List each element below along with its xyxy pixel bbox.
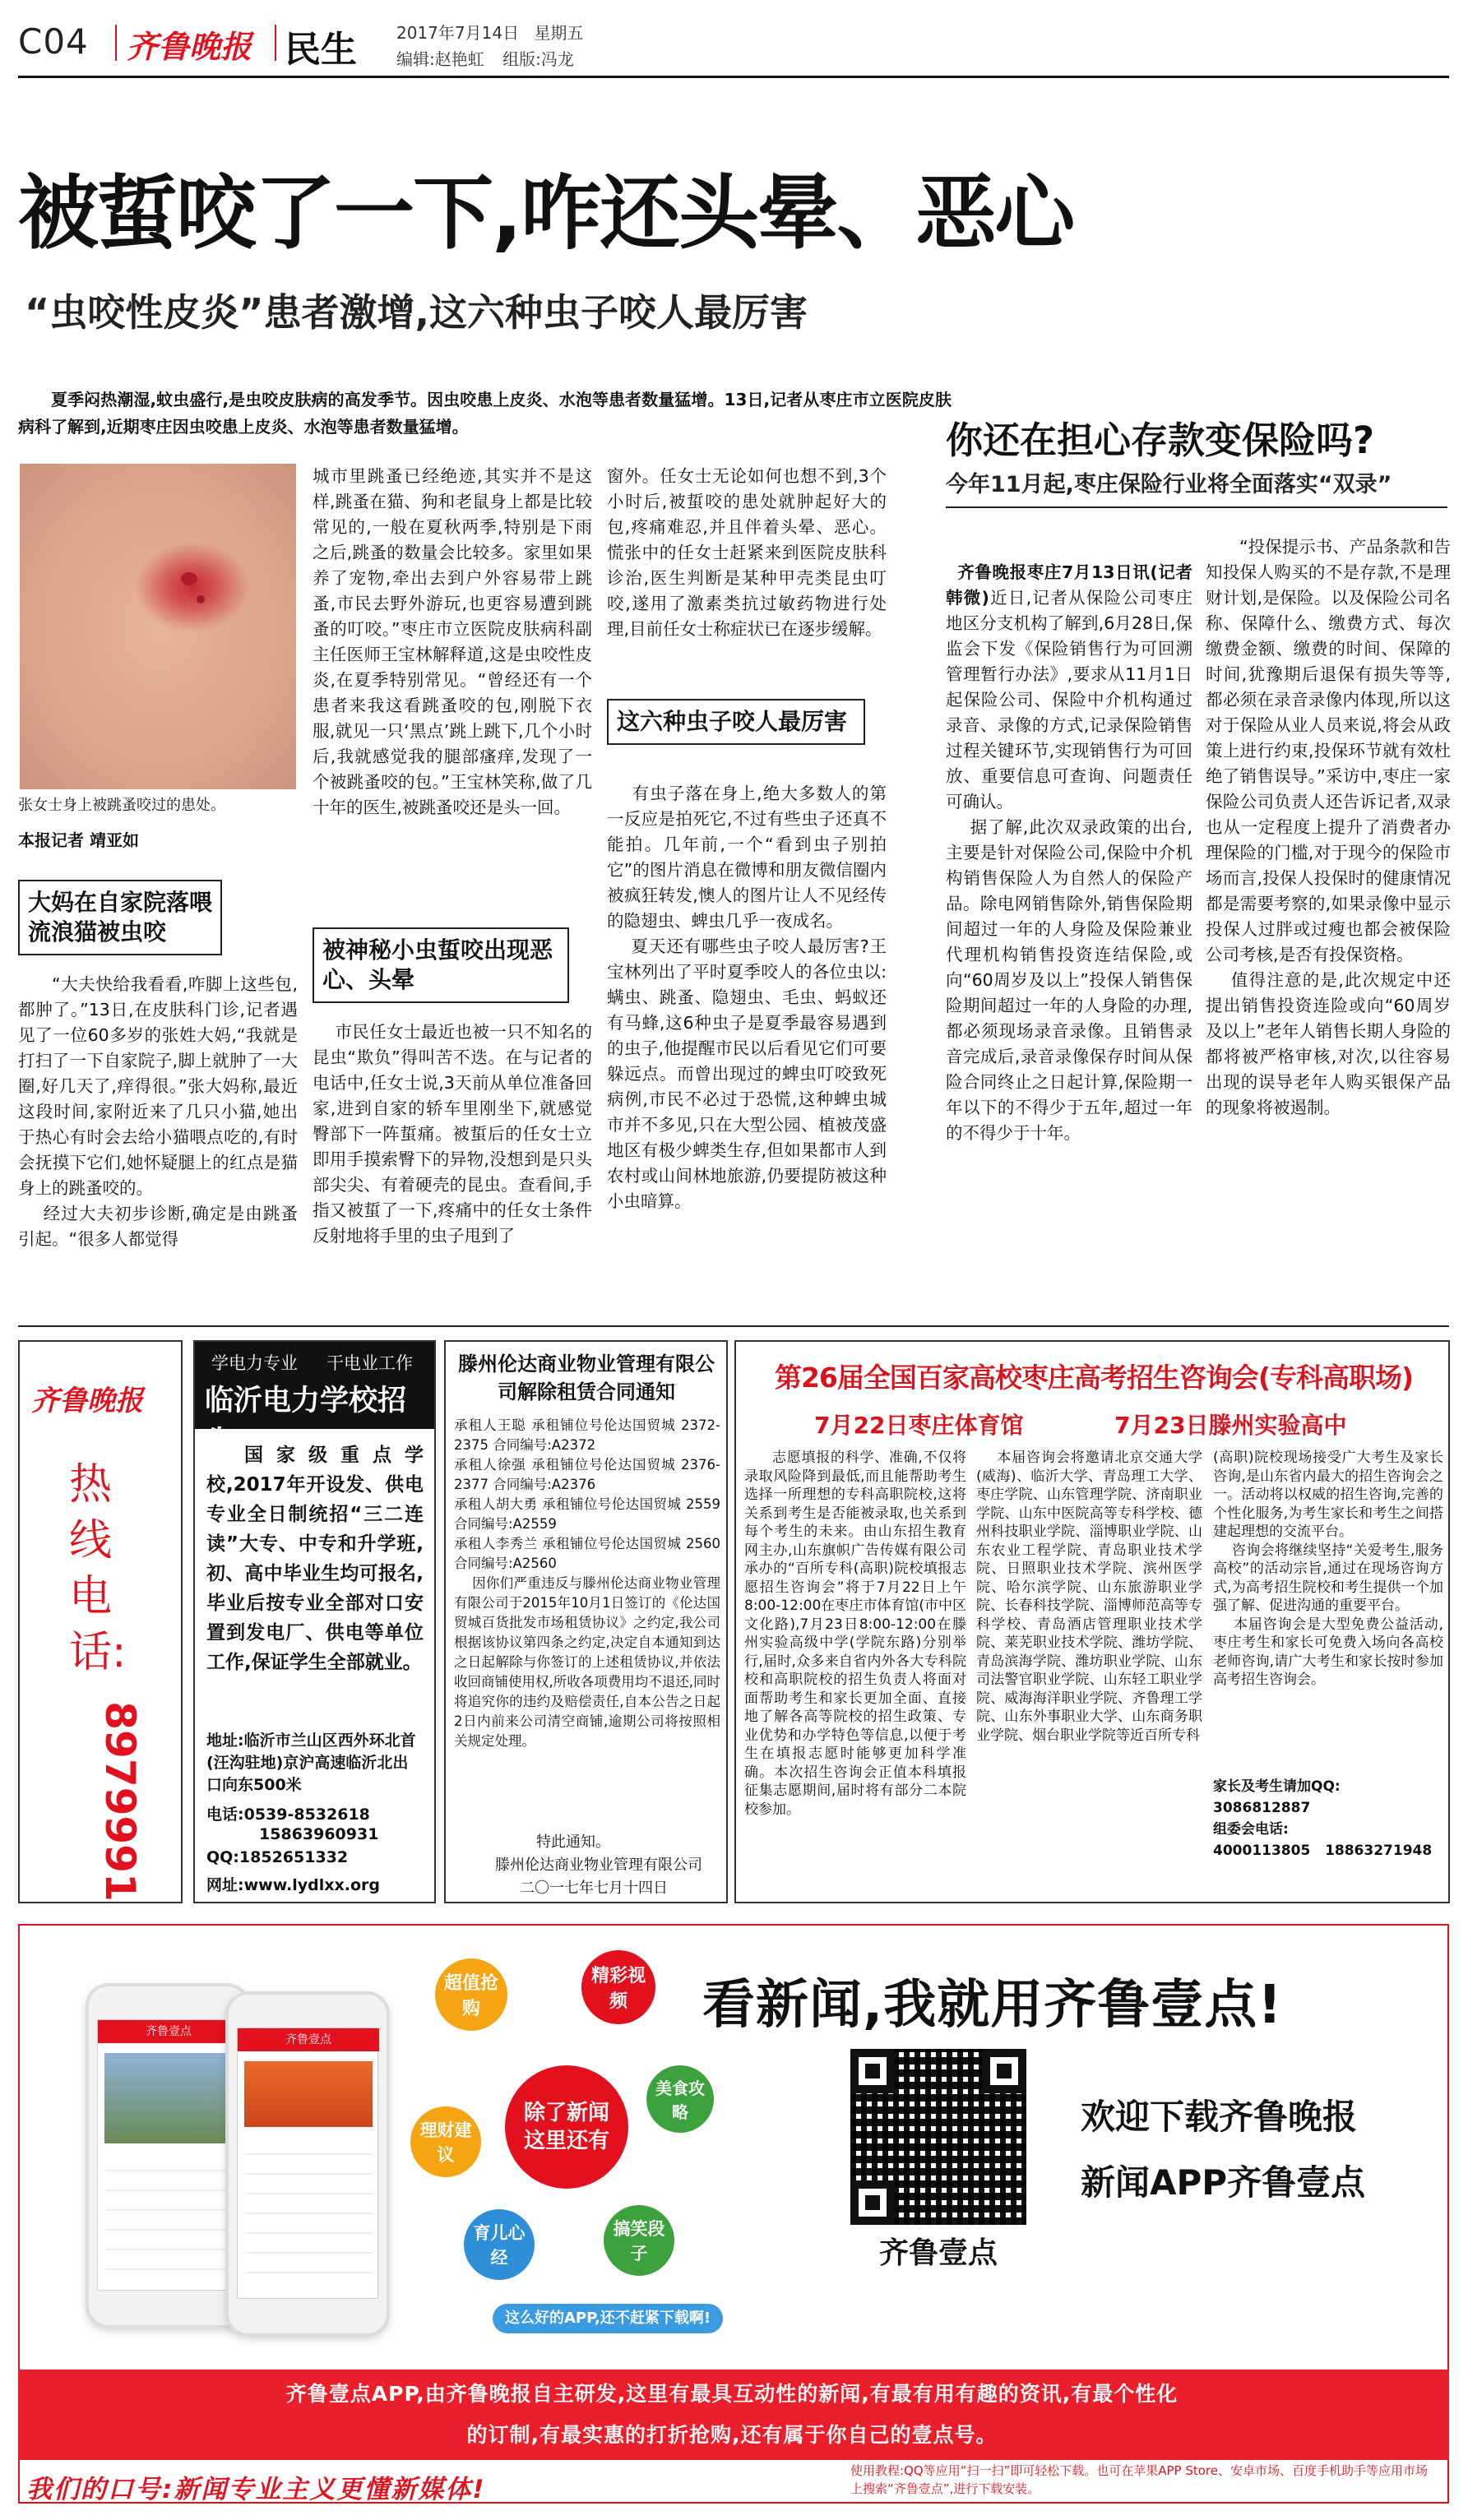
phone-appbar-front: 齐鲁壹点 [238, 2028, 379, 2051]
app-headline: 看新闻,我就用齐鲁壹点! [702, 1975, 1283, 2036]
article1-column-1: “大夫快给我看看,咋脚上这些包,都肿了。”13日,在皮肤科门诊,记者遇见了一位60多岁的张姓大妈,“我就是打扫了一下自家院子,脚上就肿了一大圈,好几天了,痒得很。”张大妈称,最近这段时间,家附近来了几只小猫,她出于热心有时会去给小猫喂点吃的,有时会抚摸下它们,她怀疑腿上的红点是猫身上的跳蚤咬的。 经过大夫初步诊断,确定是由跳蚤引起。“很多人都觉得 [18, 974, 298, 1249]
qr-finder-tr [982, 2049, 1026, 2093]
school-address: 地址:临沂市兰山区西外环北首(汪沟驻地)京沪高速临沂北出口向东500米 [206, 1732, 416, 1794]
app-slogan: 我们的口号:新闻专业主义更懂新媒体! [26, 2475, 486, 2504]
article2-col1-body: 近日,记者从保险公司枣庄地区分支机构了解到,6月28日,保监会下发《保险销售行为可回溯管理暂行办法》,要求从11月1日起保险公司、保险中介机构通过录音、录像的方式,记录保险销售过程关键环节,实现销售行为可回放、重要信息可查询、问题责任可确认。 据了解,此次双录政策的出台,主要是针对保险公司,保险中介机构销售保险人为自然人的保险产品。除电网销售除外,销售保险期间超过一年的人身险及保险兼业代理机构销售投资连结保险,或向“60周岁及以上”投保人销售保险期间超过一年的人身险的办理,都必须现场录音录像。且销售录音完成后,录音录像保存时间从保险合同终止之日起计算,保险期一年以下的不得少于五年,超过一年的不得少于十年。 [946, 588, 1192, 1143]
issue-date [396, 20, 583, 44]
hotline-ad [18, 1340, 183, 1903]
property-footer-3: 二〇一七年七月十四日 [520, 1880, 668, 1897]
page-code: C04 [18, 21, 89, 62]
ads-divider [18, 1325, 1449, 1327]
banner-line-2: 的订制,有最实惠的打折抢购,还有属于你自己的壹点号。 [466, 2423, 998, 2447]
school-ad [193, 1340, 436, 1903]
bite-mark-1 [181, 572, 197, 585]
article1-column-2b: 市民任女士最近也被一只不知名的昆虫“欺负”得叫苦不迭。在与记者的电话中,任女士说,3天前从单位准备回家,进到自家的轿车里刚坐下,就感觉臀部下一阵蜇痛。被蜇后的任女士立即用手摸索臀下的异物,没想到是只头部尖尖、有着硬壳的昆虫。查看间,手指又被蜇了一下,疼痛中的任女士条件反射地将手里的虫子甩到了 [313, 1022, 592, 1246]
fair-title: 第26届全国百家高校枣庄高考招生咨询会(专科高职场) [774, 1362, 1414, 1394]
app-banner [18, 2370, 1449, 2460]
property-footer-2: 滕州伦达商业物业管理有限公司 [495, 1856, 702, 1874]
bubble-food: 美食攻略 [646, 2065, 714, 2133]
article2-column-1 [946, 534, 1199, 1414]
article1-photo [20, 464, 296, 789]
school-phone-1: 电话:0539-8532618 [206, 1806, 370, 1824]
article2-subheadline: 今年11月起,枣庄保险行业将全面落实“双录” [946, 472, 1392, 497]
fair-column-3: (高职)院校现场接受广大考生及家长咨询,是山东省内最大的招生咨询会之一。活动将以权威的招生咨询,完善的个性化服务,为考生家长和考生之间搭建起理想的交流平台。 咨询会将继续坚持“关爱考生,服务高校”的活动宗旨,通过在现场咨询方式,为高考招生院校和考生提供一个加强了解、促进沟通的重要平台。 本届咨询会是大型免费公益活动,枣庄考生和家长可免费入场向各高校老师咨询,请广大考生和家长按时参加高考招生咨询会。 [1213, 1450, 1443, 1688]
article2-rule [946, 506, 1447, 508]
fair-column-2: 本届咨询会将邀请北京交通大学(威海)、临沂大学、青岛理工大学、枣庄学院、山东管理学院、济南职业学院、山东中医院高等专科学校、德州科技职业学院、淄博职业学院、山东农业工程学院、青岛职业技术学院、日照职业技术学院、滨州医学院、哈尔滨学院、山东旅游职业学院、长春科技学院、淄博师范高等专科学校、青岛酒店管理职业技术学院、莱芜职业技术学院、潍坊学院、青岛滨海学院、潍坊职业学院、山东司法警官职业学院、山东轻工职业学院、威海海洋职业学院、齐鲁理工学院、山东外事职业大学、山东商务职业学院、烟台职业学院等近百所专科 [976, 1450, 1202, 1744]
education-fair-ad [734, 1340, 1450, 1903]
phone-list-front [244, 2135, 373, 2291]
fair-phones [1213, 1840, 1443, 1861]
paper-logo: 齐鲁晚报 [127, 28, 252, 65]
fair-column-1: 志愿填报的科学、准确,不仅将录取风险降到最低,而且能帮助考生选择一所理想的专科高职院校,这将关系到考生是否能被录取,也关系到每个考生的未来。由山东招生教育网主办,山东旗帜广告传媒有限公司承办的“百所专科(高职)院校填报志愿招生咨询会”将于7月22日上午8:00-12:00在枣庄市体育馆(市中区文化路),7月23日8:00-12:00在滕州实验高级中学(学院东路)分别举行,届时,众多来自省内外各大专科院校和高职院校的招生负责人将面对面帮助考生和家长更加全面、直接地了解各高等院校的招生政策、专业优势和办学特色等信息,以便于考生在填报志愿时能够更加科学准确。本次招生咨询会正值本科填报征集志愿期间,届时将有部分二本院校参加。 [744, 1450, 966, 1818]
property-body: 承租人王聪 承租铺位号伦达国贸城 2372-2375 合同编号:A2372 承租人徐强 承租铺位号伦达国贸城 2376-2377 合同编号:A2376 承租人胡大勇 承租铺位号伦达国贸城 2559 合同编号:A2559 承租人李秀兰 承租铺位号伦达国贸城 2560 合同编号:A2560 因你们严重违反与滕州伦达商业物业管理有限公司于2015年10月1日签订的《伦达国贸城百货批发市场租赁协议》之约定,我公司根据该协议第四条之约定,决定自本通知到达之日起解除与你签订的上述租赁协议,并依法收回商铺使用权,所收各项费用均不退还,同时将追究你的违约及赔偿责任,自本公告之日起2日内前来公司清空商铺,逾期公司将按照相关规定处理。 [454, 1417, 721, 1749]
download-line-2: 新闻APP齐鲁壹点 [1081, 2162, 1366, 2203]
school-phone-2: 15863960931 [259, 1825, 379, 1843]
phone-image-back [104, 2053, 233, 2143]
article1-subheadline: “虫咬性皮炎”患者激增,这六种虫子咬人最厉害 [25, 290, 808, 335]
school-web: 网址:www.lydlxx.org [206, 1876, 381, 1894]
fair-phone-1: 4000113805 [1213, 1843, 1311, 1859]
property-footer-1: 特此通知。 [536, 1833, 610, 1851]
photo-caption: 张女士身上被跳蚤咬过的患处。 [18, 797, 225, 814]
bubble-center: 除了新闻这里还有 [505, 2065, 628, 2189]
header-rule [18, 76, 1449, 78]
school-tag-2: 干电业工作 [326, 1353, 413, 1373]
article1-column-3: 窗外。任女士无论如何也想不到,3个小时后,被蜇咬的患处就肿起好大的包,疼痛难忍,并且伴着头晕、恶心。慌张中的任女士赶紧来到医院皮肤科诊治,医生判断是某种甲壳类昆虫叮咬,遂用了激素类抗过敏药物进行处理,目前任女士称症状已在逐步缓解。 [607, 466, 887, 639]
app-ad [18, 1924, 1449, 2504]
school-qq: QQ:1852651332 [206, 1848, 349, 1866]
fair-date-1: 7月22日枣庄体育馆 [814, 1412, 1024, 1439]
phone-screen-front [237, 2028, 378, 2299]
app-usage: 使用教程:QQ等应用“扫一扫”即可轻松下载。也可在苹果APP Store、安卓市场、百度手机助手等应用市场上搜索“齐鲁壹点”,进行下载安装。 [850, 2463, 1428, 2496]
weekday-text: 星期五 [534, 23, 584, 43]
bubble-parenting: 育儿心经 [464, 2209, 535, 2280]
fair-org-label: 组委会电话: [1213, 1821, 1289, 1838]
qr-finder-tl [850, 2049, 895, 2093]
layout-text: 组版:冯龙 [502, 49, 574, 69]
bite-mark-2 [197, 595, 205, 603]
section-name: 民生 [285, 29, 357, 71]
download-cta[interactable]: 这么好的APP,还不赶紧下载啊! [493, 2304, 723, 2333]
school-title: 临沂电力学校招生 [205, 1385, 407, 1459]
phone-appbar-back: 齐鲁壹点 [98, 2020, 239, 2043]
editor-info [396, 46, 574, 70]
photo-credit: 本报记者 靖亚如 [18, 830, 139, 850]
download-line-1: 欢迎下载齐鲁晚报 [1081, 2097, 1358, 2137]
phone-image-front [244, 2061, 373, 2127]
article1-lead: 夏季闷热潮湿,蚊虫盛行,是虫咬皮肤病的高发季节。因虫咬患上皮炎、水泡等患者数量猛增。13日,记者从枣庄市立医院皮肤病科了解到,近期枣庄因虫咬患上皮炎、水泡等患者数量猛增。 [18, 390, 952, 437]
banner-line-1: 齐鲁壹点APP,由齐鲁晚报自主研发,这里有最具互动性的新闻,有最有用有趣的资讯,有最个性化 [285, 2382, 1179, 2406]
header-divider-2 [275, 25, 276, 61]
article1-column-3b: 有虫子落在身上,绝大多数人的第一反应是拍死它,不过有些虫子还真不能拍。几年前,一个“看到虫子别拍它”的图片消息在微博和朋友微信圈内被疯狂转发,懊人的图片让人不见经传的隐翅虫、蜱虫几乎一夜成名。 夏天还有哪些虫子咬人最厉害?王宝林列出了平时夏季咬人的各位虫以:螨虫、跳蚤、隐翅虫、毛虫、蚂蚁还有马蜂,这6种虫子是夏季最容易遇到的虫子,他提醒市民以后看见它们可要躲远点。而曾出现过的蜱虫叮咬致死病例,市民不必过于恐慌,这种蜱虫城市并不多见,只在大型公园、植被茂盛地区有极少蜱类生存,但如果都市人到农村或山间林地旅游,仍要提防被这种小虫暗算。 [607, 784, 887, 1211]
bubble-jokes: 搞笑段子 [604, 2205, 674, 2276]
phone-screen-back [97, 2019, 238, 2291]
article2-headline: 你还在担心存款变保险吗? [946, 418, 1375, 462]
article2-byline: 齐鲁晚报枣庄7月13日讯(记者 韩微) [946, 562, 1199, 608]
editor-text: 编辑:赵艳虹 [396, 49, 484, 69]
date-text: 2017年7月14日 [396, 23, 520, 43]
phone-list-back [104, 2152, 233, 2283]
subhead-box-3: 这六种虫子咬人最厉害 [607, 699, 865, 745]
phone-mockup-front [225, 1991, 390, 2337]
school-body: 国家级重点学校,2017年开设发、供电专业全日制统招“三二连读”大专、中专和升学班,初、高中毕业生均可报名,毕业后按专业全部对口安置到发电厂、供电等单位工作,保证学生全部就业。 [206, 1445, 424, 1673]
subhead-box-2: 被神秘小虫蜇咬出现恶心、头晕 [313, 927, 569, 1003]
school-ad-header [195, 1342, 434, 1459]
bubble-deals: 超值抢购 [435, 1958, 507, 2031]
school-tag-1: 学电力专业 [211, 1353, 298, 1373]
subhead-box-1: 大妈在自家院落喂流浪猫被虫咬 [18, 880, 222, 955]
fair-qq: 3086812887 [1213, 1800, 1311, 1816]
fair-date-2: 7月23日滕州实验高中 [1114, 1412, 1347, 1439]
article2-column-2: “投保提示书、产品条款和告知投保人购买的不是存款,不是理财计划,是保险。以及保险公司名称、保障什么、缴费方式、每次缴费金额、缴费的时间、保障的时间,犹豫期后退保有损失等等,都必须在录音录像内体现,所以这对于保险从业人员来说,将会从政策上进行约束,投保环节就有效杜绝了销售误导。”采访中,枣庄一家保险公司负责人还告诉记者,双录也从一定程度上提升了消费者办理保险的门槛,对于现今的保险市场而言,投保人投保时的健康情况都是需要考察的,如果录像中显示投保人过胖或过瘦也都会被保险公司考核,是否有投保资格。 值得注意的是,此次规定中还提出销售投资连险或向“60周岁及以上”老年人销售长期人身险的都将被严格审核,对次,以往容易出现的误导老年人购买银保产品的现象将被遏制。 [1206, 537, 1451, 1117]
bubble-videos: 精彩视频 [581, 1950, 655, 2024]
qr-finder-bl [850, 2180, 895, 2225]
fair-phone-2: 18863271948 [1325, 1843, 1433, 1859]
qr-code[interactable] [850, 2049, 1026, 2225]
fair-contact-label: 家长及考生请加QQ: [1213, 1778, 1341, 1795]
header-divider [115, 25, 117, 61]
property-title: 滕州伦达商业物业管理有限公司解除租赁合同通知 [458, 1352, 715, 1403]
property-notice-ad [444, 1340, 728, 1903]
bubble-finance: 理财建议 [410, 2106, 481, 2177]
article1-column-2: 城市里跳蚤已经绝迹,其实并不是这样,跳蚤在猫、狗和老鼠身上都是比较常见的,一般在夏秋两季,特别是下雨之后,跳蚤的数量会比较多。家里如果养了宠物,牵出去到户外容易带上跳蚤,市民去野外游玩,也更容易遭到跳蚤的叮咬。”枣庄市立医院皮肤病科副主任医师王宝林解释道,这是虫咬性皮炎,在夏季特别常见。“曾经还有一个患者来我这看跳蚤咬的包,刚脱下衣服,就见一只‘黑点’跳上跳下,几个小时后,我就感觉我的腿部瘙痒,发现了一个被跳蚤咬的包。”王宝林笑称,做了几十年的医生,被跳蚤咬还是头一回。 [313, 466, 592, 817]
hotline-label: 热线电话: [69, 1460, 127, 1677]
page-header [0, 0, 1468, 82]
hotline-number: 8979991 [96, 1701, 144, 1902]
article1-headline: 被蜇咬了一下,咋还头晕、恶心 [18, 167, 1074, 261]
fair-contact [1213, 1776, 1443, 1861]
hotline-paper-logo: 齐鲁晚报 [31, 1385, 143, 1417]
qr-label: 齐鲁壹点 [878, 2236, 998, 2270]
